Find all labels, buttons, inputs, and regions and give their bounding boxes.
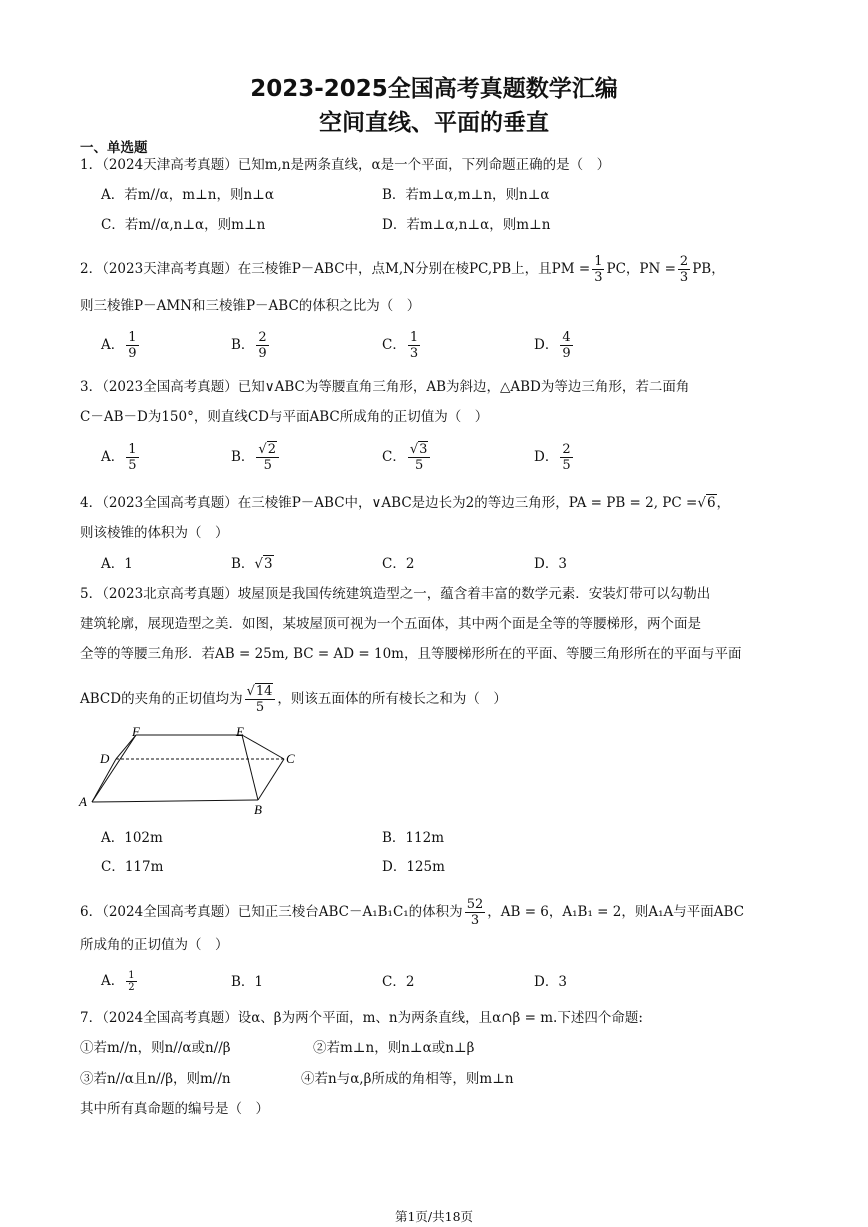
q5-stem-3: 全等的等腰三角形．若AB = 25m, BC = AD = 10m，且等腰梯形所在的平面、等腰三角形所在的平面与平面	[80, 646, 742, 662]
q1-option-c: C．若m//α,n⊥α，则m⊥n	[101, 217, 266, 233]
page-footer: 第1页/共18页	[394, 1209, 474, 1224]
q4-option-c: C．2	[382, 556, 415, 572]
q1-option-a: A．若m//α，m⊥n，则n⊥α	[101, 187, 274, 203]
q3-option-c: C． $\frac{√3}{5}$	[382, 442, 432, 473]
q3-option-b: B． $\frac{√2}{5}$	[231, 442, 281, 473]
q3-option-a: A． $\frac{1}{5}$	[101, 442, 137, 473]
q3-option-d: D． $\frac{2}{5}$	[534, 442, 571, 473]
fig-label-c: C	[286, 751, 295, 766]
q2-fraction-1: $\frac{1}{3}$	[594, 254, 603, 285]
q6-option-c: C．2	[382, 974, 415, 990]
fig-label-a: A	[79, 794, 87, 809]
q2-stem-2: 则三棱锥P－AMN和三棱锥P－ABC的体积之比为（ ）	[80, 298, 421, 314]
q2-option-a: A． $\frac{1}{9}$	[101, 330, 137, 361]
q7-proposition-1: ①若m//n，则n//α或n//β	[80, 1040, 231, 1056]
q3-stem-2: C－AB－D为150°，则直线CD与平面ABC所成角的正切值为（ ）	[80, 409, 489, 425]
q5-stem-1: 5．（2023北京高考真题）坡屋顶是我国传统建筑造型之一，蕴含着丰富的数学元素．安装灯带可以勾勒出	[80, 586, 711, 602]
q4-stem: 4．（2023全国高考真题）在三棱锥P－ABC中，∨ABC是边长为2的等边三角形，PA = PB = 2, PC =√6，	[80, 495, 731, 511]
q5-stem-4: ABCD的夹角的正切值均为 $\frac{√14}{5}$ ，则该五面体的所有棱长之和为（ ）	[80, 684, 507, 715]
q2-fraction-2: $\frac{2}{3}$	[679, 254, 689, 285]
q5-option-c: C．117m	[101, 859, 164, 875]
fig-label-e: E	[236, 724, 244, 739]
page-title: 2023-2025全国高考真题数学汇编	[250, 76, 618, 102]
q1-stem: 1．（2024天津高考真题）已知m,n是两条直线，α是一个平面，下列命题正确的是（ ）	[80, 157, 611, 173]
q5-option-a: A．102m	[101, 830, 163, 846]
q2-stem: 2．（2023天津高考真题）在三棱锥P－ABC中，点M,N分别在棱PC,PB上，且PM = $\frac{1}{3}$ PC，PN = $\frac{2}{3}$ PB，	[80, 254, 725, 285]
q7-proposition-4: ④若n与α,β所成的角相等，则m⊥n	[301, 1071, 514, 1087]
q3-stem: 3．（2023全国高考真题）已知∨ABC为等腰直角三角形，AB为斜边，△ABD为等边三角形，若二面角	[80, 379, 690, 395]
q4-option-b: B．√3	[231, 556, 273, 572]
fig-label-f: F	[132, 724, 140, 739]
q2-option-b: B． $\frac{2}{9}$	[231, 330, 267, 361]
q4-option-a: A．1	[101, 556, 133, 572]
q6-option-d: D．3	[534, 974, 567, 990]
q7-stem-2: 其中所有真命题的编号是（ ）	[80, 1101, 269, 1117]
q6-stem-2: 所成角的正切值为（ ）	[80, 937, 229, 953]
section-heading: 一、单选题	[80, 140, 148, 156]
q7-stem: 7．（2024全国高考真题）设α、β为两个平面，m、n为两条直线，且α∩β = m.下述四个命题:	[80, 1010, 643, 1026]
q6-option-b: B．1	[231, 974, 264, 990]
q5-option-d: D．125m	[382, 859, 445, 875]
q7-proposition-3: ③若n//α且n//β，则m//n	[80, 1071, 231, 1087]
q1-option-b: B．若m⊥α,m⊥n，则n⊥α	[382, 187, 550, 203]
q4-option-d: D．3	[534, 556, 567, 572]
q5-option-b: B．112m	[382, 830, 444, 846]
fig-label-b: B	[254, 802, 262, 817]
q1-option-d: D．若m⊥α,n⊥α，则m⊥n	[382, 217, 551, 233]
q5-stem-2: 建筑轮廓，展现造型之美．如图，某坡屋顶可视为一个五面体，其中两个面是全等的等腰梯形，两个面是	[80, 616, 701, 632]
q2-option-c: C． $\frac{1}{3}$	[382, 330, 419, 361]
q4-stem-2: 则该棱锥的体积为（ ）	[80, 525, 229, 541]
q6-option-a: A． $\frac{1}{2}$	[101, 970, 135, 993]
q2-option-d: D． $\frac{4}{9}$	[534, 330, 571, 361]
pentahedron-figure	[76, 724, 306, 820]
q7-proposition-2: ②若m⊥n，则n⊥α或n⊥β	[313, 1040, 475, 1056]
q6-stem: 6．（2024全国高考真题）已知正三棱台ABC－A₁B₁C₁的体积为 $\frac{52}{3}$ ，AB = 6，A₁B₁ = 2，则A₁A与平面ABC	[80, 897, 745, 928]
page-subtitle: 空间直线、平面的垂直	[319, 110, 549, 136]
fig-label-d: D	[100, 751, 110, 766]
